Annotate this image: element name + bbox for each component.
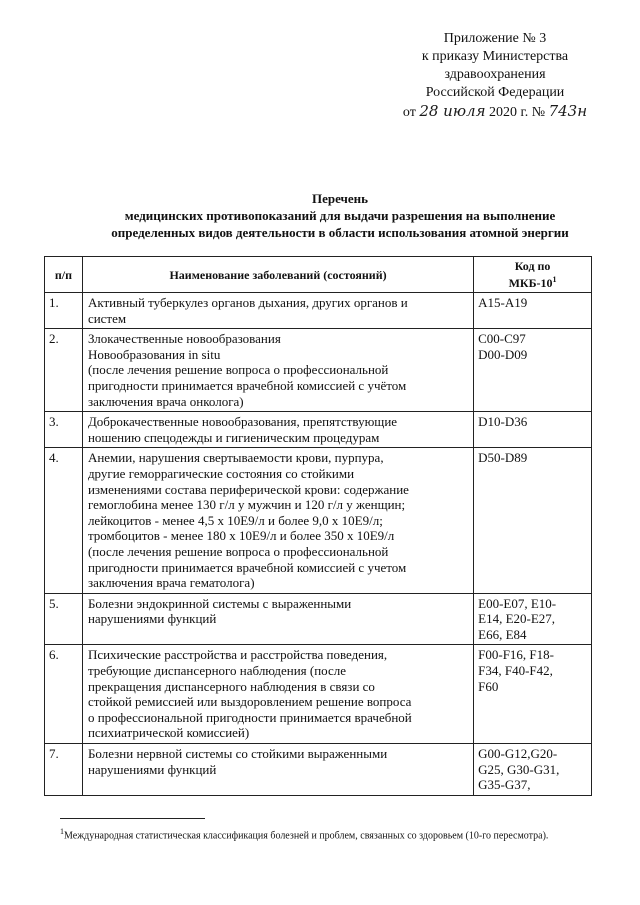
icd-code bbox=[474, 744, 592, 796]
icd-code-line: E00-E07, E10- bbox=[478, 595, 557, 611]
icd-code bbox=[474, 448, 592, 593]
icd-code-line: F34, F40-F42, bbox=[478, 663, 553, 679]
condition-line: другие геморрагические состояния со стойкими bbox=[87, 465, 355, 481]
condition-line: Активный туберкулез органов дыхания, других органов и bbox=[87, 295, 408, 310]
footnote-marker: 1 bbox=[60, 827, 64, 836]
header-code-line1: Код по bbox=[514, 259, 551, 273]
condition-line: Болезни нервной системы со стойкими выраженными bbox=[87, 746, 388, 762]
condition-line: пригодности принимается врачебной комиссией с учётом bbox=[87, 377, 407, 393]
contraindications-table bbox=[44, 256, 592, 796]
condition-line: тромбоцитов - менее 180 х 10Е9/л и более 350 х 10Е9/л bbox=[87, 528, 395, 544]
condition-line: ношению спецодежды и гигиеническим процедурам bbox=[87, 429, 380, 445]
header-code bbox=[474, 257, 592, 293]
header-ministry: здравоохранения bbox=[444, 67, 546, 82]
condition-line: Доброкачественные новообразования, препятствующие bbox=[87, 414, 398, 430]
condition-name bbox=[82, 593, 473, 645]
icd-code-line: E14, E20-E27, bbox=[478, 611, 556, 627]
row-number: 6. bbox=[45, 645, 83, 744]
row-number: 1. bbox=[45, 293, 83, 329]
footnote bbox=[60, 826, 630, 842]
condition-name bbox=[82, 448, 473, 593]
header-num: п/п bbox=[45, 257, 83, 293]
title-line-1: Перечень bbox=[311, 191, 369, 206]
table-row bbox=[45, 645, 592, 744]
icd-code bbox=[474, 412, 592, 448]
title-line-2: медицинских противопоказаний для выдачи разрешения на выполнение bbox=[124, 208, 556, 223]
row-number: 4. bbox=[45, 448, 83, 593]
condition-name bbox=[82, 329, 473, 412]
table-body bbox=[45, 293, 592, 796]
icd-code bbox=[474, 593, 592, 645]
condition-line: Психические расстройства и расстройства поведения, bbox=[87, 647, 388, 663]
icd-code-line: D10-D36 bbox=[478, 414, 528, 430]
icd-code-line: E66, E84 bbox=[478, 626, 527, 642]
condition-line: изменениями состава периферической крови: содержание bbox=[87, 481, 409, 497]
icd-code-line: F60 bbox=[478, 678, 499, 694]
condition-line: требующие диспансерного наблюдения (после bbox=[87, 663, 347, 679]
condition-line: Злокачественные новообразования bbox=[87, 331, 281, 347]
table-row bbox=[45, 412, 592, 448]
condition-line: заключения врача гематолога) bbox=[87, 575, 255, 591]
icd-code-line: D00-D09 bbox=[478, 346, 528, 362]
header-name: Наименование заболеваний (состояний) bbox=[82, 257, 473, 293]
number-handwritten: 743н bbox=[548, 102, 588, 120]
icd-code-line: F00-F16, F18- bbox=[478, 647, 554, 663]
header-order: к приказу Министерства bbox=[421, 49, 569, 64]
date-prefix: от bbox=[402, 105, 416, 120]
condition-name bbox=[82, 744, 473, 796]
icd-code-line: D50-D89 bbox=[478, 450, 528, 466]
condition-line: гемоглобина менее 130 г/л у мужчин и 120 г/л у женщин; bbox=[87, 497, 406, 513]
condition-line: Анемии, нарушения свертываемости крови, пурпура, bbox=[87, 450, 384, 466]
condition-line: (после лечения решение вопроса о профессиональной bbox=[87, 362, 389, 378]
document-title bbox=[40, 190, 640, 241]
icd-code-line: C00-C97 bbox=[478, 331, 526, 347]
condition-name bbox=[82, 293, 473, 329]
table-row bbox=[45, 744, 592, 796]
table-row bbox=[45, 448, 592, 593]
document-header bbox=[400, 30, 590, 122]
icd-code bbox=[474, 329, 592, 412]
table-header-row bbox=[45, 257, 592, 293]
icd-code-line: G35-G37, bbox=[478, 777, 531, 793]
condition-name bbox=[82, 412, 473, 448]
icd-code-line: G00-G12,G20- bbox=[478, 746, 558, 762]
condition-line: нарушениями функций bbox=[87, 611, 217, 627]
icd-code-line: G25, G30-G31, bbox=[478, 761, 560, 777]
condition-line: о профессиональной пригодности принимается врачебной bbox=[87, 709, 412, 725]
condition-line: прекращения диспансерного наблюдения в связи со bbox=[87, 678, 375, 694]
condition-name bbox=[82, 645, 473, 744]
row-number: 7. bbox=[45, 744, 83, 796]
header-country: Российской Федерации bbox=[425, 85, 565, 100]
row-number: 2. bbox=[45, 329, 83, 412]
condition-line: пригодности принимается врачебной комиссией с учетом bbox=[87, 559, 407, 575]
table-row bbox=[45, 593, 592, 645]
icd-code-line: A15-A19 bbox=[478, 295, 528, 310]
condition-line: лейкоцитов - менее 4,5 х 10Е9/л и более 9,0 х 10Е9/л; bbox=[87, 512, 383, 528]
footnote-ref: 1 bbox=[552, 275, 557, 284]
header-code-line2: МКБ-10 bbox=[508, 276, 553, 290]
table-row bbox=[45, 293, 592, 329]
condition-line: систем bbox=[87, 310, 127, 326]
row-number: 3. bbox=[45, 412, 83, 448]
row-number: 5. bbox=[45, 593, 83, 645]
header-date-line bbox=[400, 102, 590, 122]
condition-line: психиатрической комиссией) bbox=[87, 725, 250, 741]
footnote-rule bbox=[60, 818, 205, 819]
condition-line: Новообразования in situ bbox=[87, 346, 221, 362]
condition-line: нарушениями функций bbox=[87, 761, 217, 777]
header-appendix: Приложение № 3 bbox=[443, 31, 547, 46]
date-suffix: 2020 г. № bbox=[489, 105, 546, 120]
footnote-text: Международная статистическая классификация болезней и проблем, связанных со здоровьем (10-го пересмотра). bbox=[64, 830, 549, 842]
title-line-3: определенных видов деятельности в области использования атомной энергии bbox=[111, 225, 569, 240]
condition-line: (после лечения решение вопроса о профессиональной bbox=[87, 543, 389, 559]
condition-line: заключения врача онколога) bbox=[87, 393, 244, 409]
table-row bbox=[45, 329, 592, 412]
icd-code bbox=[474, 645, 592, 744]
condition-line: Болезни эндокринной системы с выраженными bbox=[87, 595, 352, 611]
icd-code bbox=[474, 293, 592, 329]
condition-line: стойкой ремиссией или выздоровлением решение вопроса bbox=[87, 694, 412, 710]
date-handwritten: 28 июля bbox=[419, 102, 486, 120]
